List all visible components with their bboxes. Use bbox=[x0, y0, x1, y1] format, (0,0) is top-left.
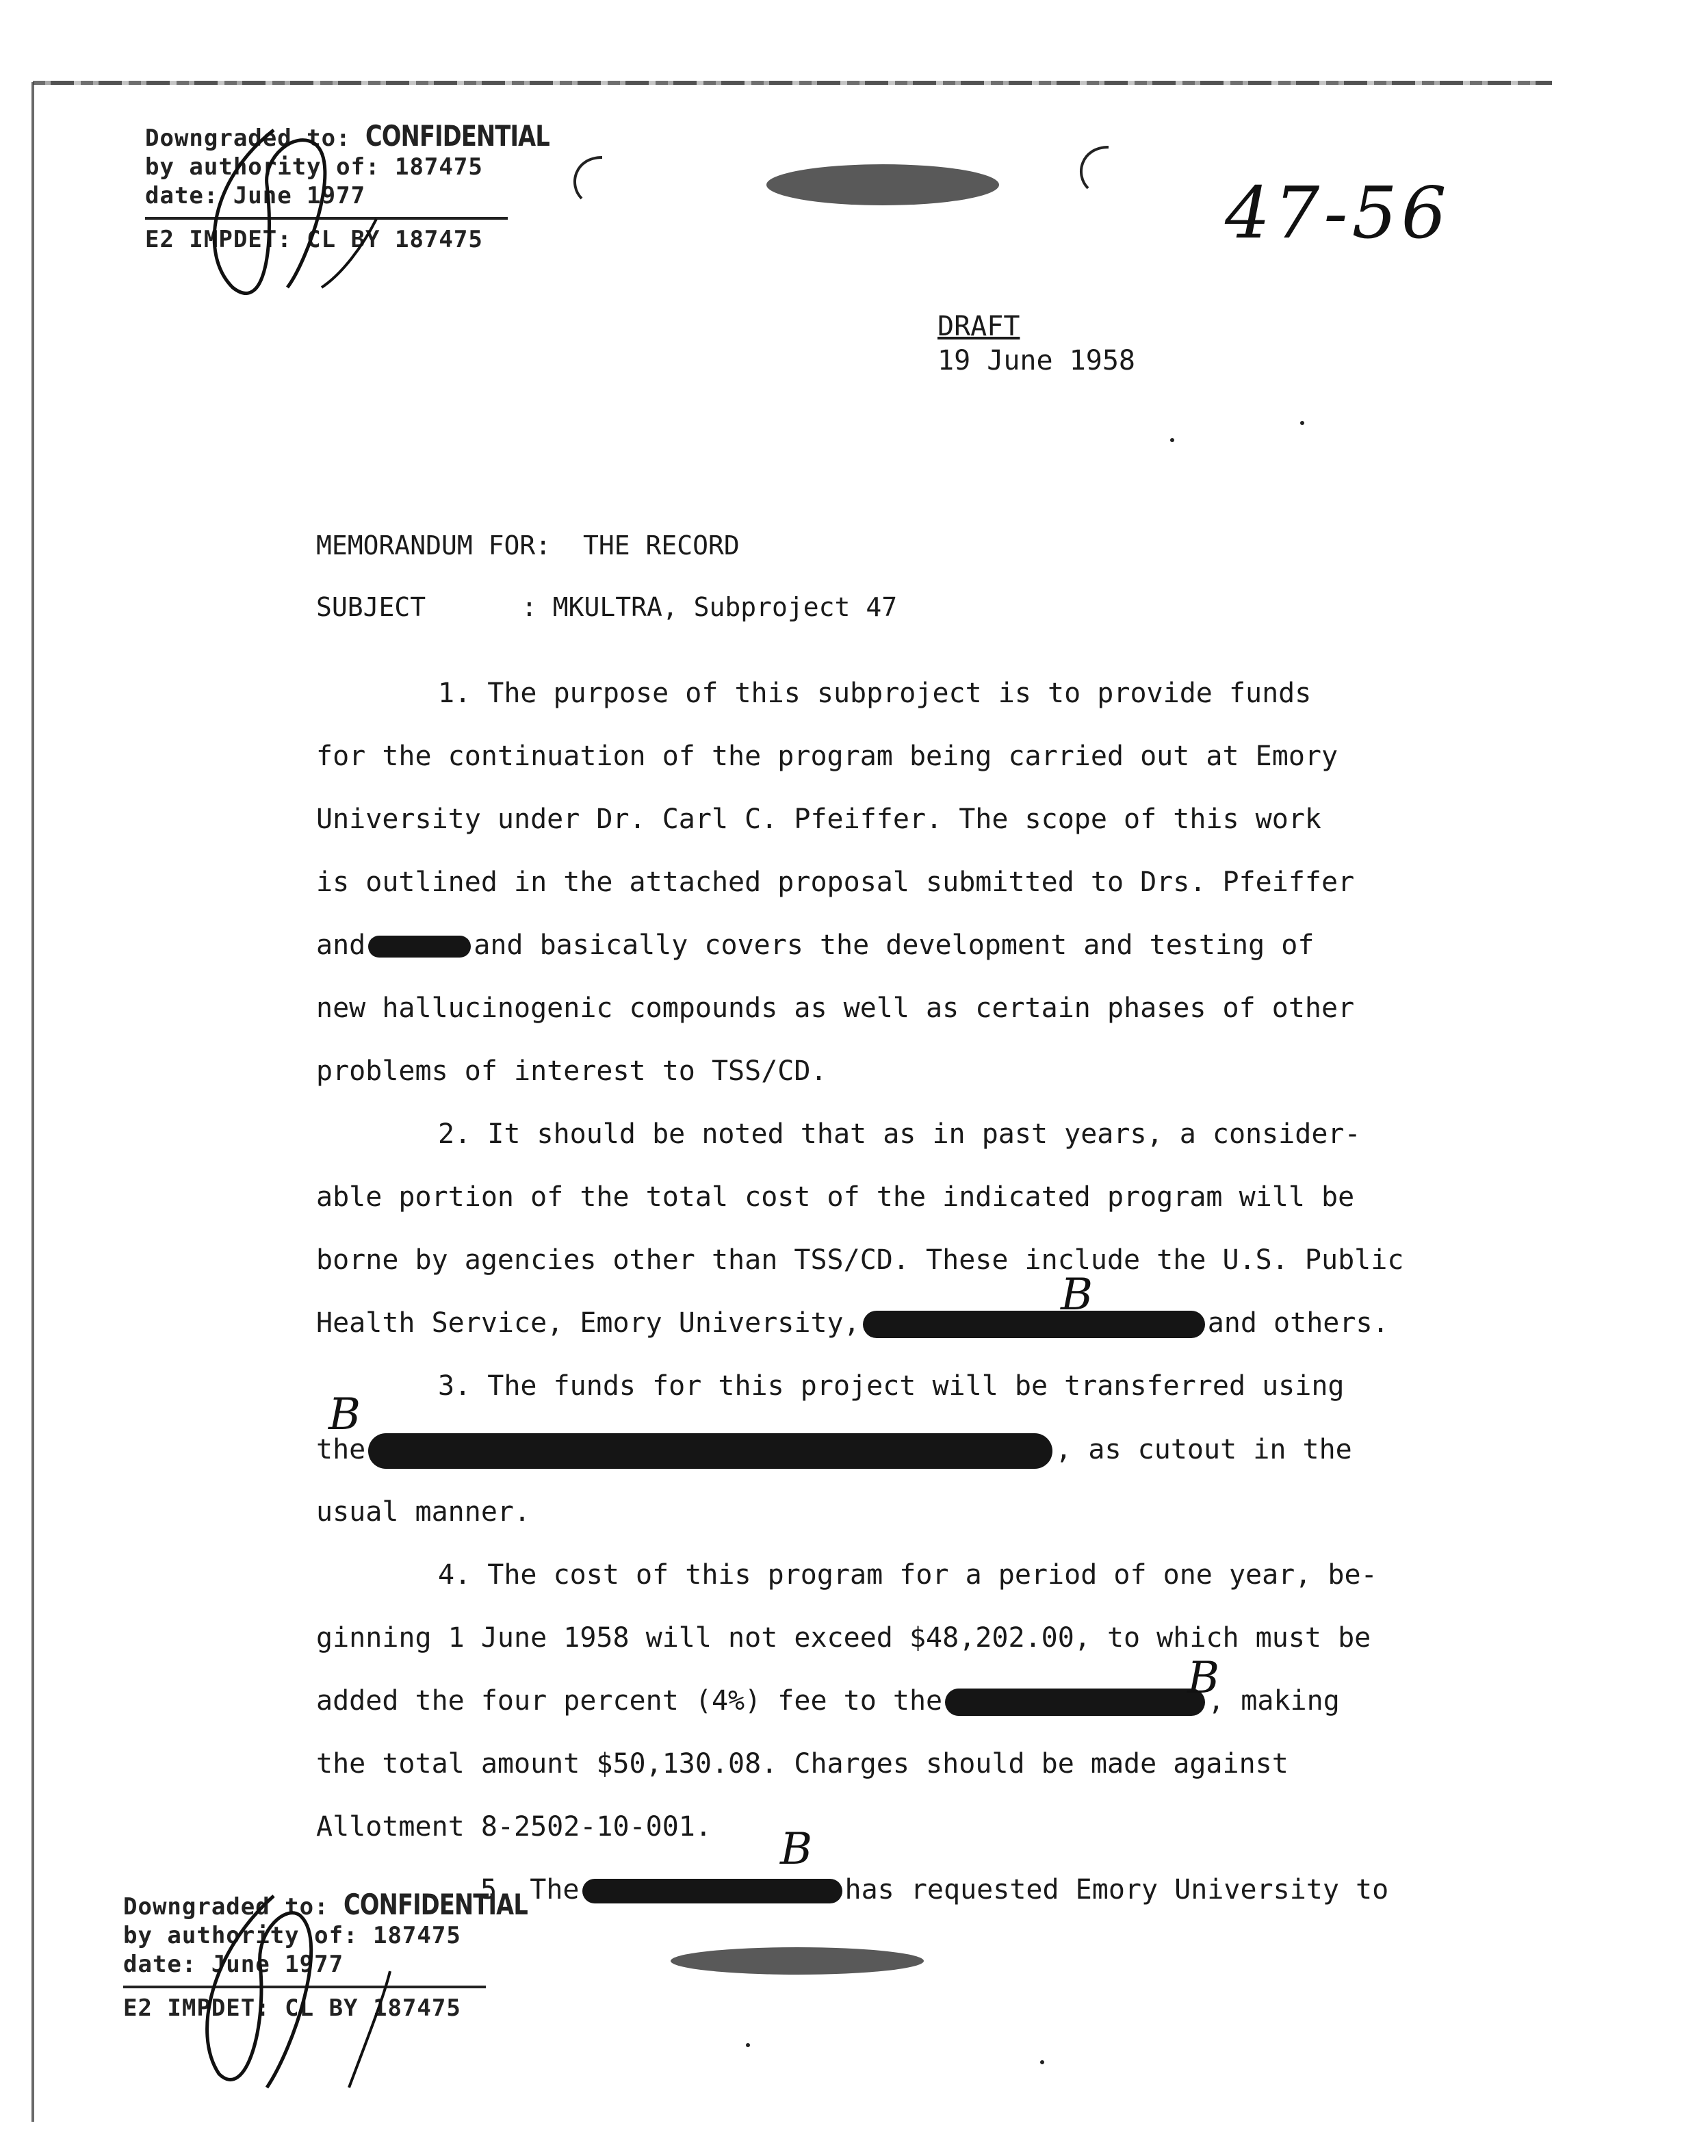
speck bbox=[1040, 2060, 1044, 2064]
body-line: 2. It should be noted that as in past years, a consider- bbox=[438, 1118, 1361, 1150]
body-text-fragment: the bbox=[316, 1434, 366, 1465]
handwritten-b-mark: B bbox=[1061, 1270, 1094, 1320]
memo-subject-value: : MKULTRA, Subproject 47 bbox=[521, 592, 898, 622]
body-text-fragment: Health Service, Emory University, bbox=[316, 1307, 860, 1339]
memo-for-row bbox=[316, 530, 740, 561]
stamp-date: date: June 1977 bbox=[123, 1951, 344, 1978]
body-line: able portion of the total cost of the indicated program will be bbox=[316, 1181, 1355, 1213]
stamp-downgraded-label: Downgraded to: bbox=[145, 125, 351, 152]
body-text-fragment: has requested Emory University to bbox=[844, 1874, 1389, 1905]
body-text-fragment: added the four percent (4%) fee to the bbox=[316, 1685, 943, 1717]
body-line: Allotment 8-2502-10-001. bbox=[316, 1811, 712, 1843]
draft-block bbox=[937, 309, 1135, 378]
handwritten-b-mark: B bbox=[780, 1824, 813, 1875]
redaction-block bbox=[368, 936, 471, 958]
speck bbox=[746, 2043, 750, 2047]
stamp-authority: by authority of: 187475 bbox=[145, 153, 483, 181]
handwritten-b-mark: B bbox=[1187, 1653, 1220, 1704]
body-line: the total amount $50,130.08. Charges should be made against bbox=[316, 1748, 1289, 1780]
body-text-fragment: and bbox=[316, 929, 366, 961]
speck bbox=[1170, 438, 1174, 442]
body-line: new hallucinogenic compounds as well as certain phases of other bbox=[316, 992, 1355, 1024]
body-text-fragment: and others. bbox=[1207, 1307, 1389, 1339]
redacted-header-mark bbox=[766, 164, 999, 205]
signature-scribble-bottom bbox=[164, 1882, 397, 2108]
body-line bbox=[316, 1307, 1389, 1339]
draft-date: 19 June 1958 bbox=[937, 345, 1135, 376]
redacted-footer-mark bbox=[671, 1947, 924, 1975]
body-line: for the continuation of the program being carried out at Emory bbox=[316, 741, 1338, 772]
body-text-fragment: , as cutout in the bbox=[1055, 1434, 1352, 1465]
body-line bbox=[480, 1874, 1388, 1905]
body-line: ginning 1 June 1958 will not exceed $48,202.00, to which must be bbox=[316, 1622, 1371, 1654]
page-top-edge bbox=[33, 81, 1552, 85]
body-line: 4. The cost of this program for a period of one year, be- bbox=[438, 1559, 1377, 1591]
memo-for-value: THE RECORD bbox=[583, 530, 740, 561]
body-line: usual manner. bbox=[316, 1496, 531, 1528]
memo-subject-label: SUBJECT bbox=[316, 592, 426, 622]
handwritten-b-mark: B bbox=[328, 1389, 361, 1440]
body-line: is outlined in the attached proposal submitted to Drs. Pfeiffer bbox=[316, 867, 1355, 898]
body-line bbox=[316, 929, 1314, 961]
redaction-block bbox=[582, 1879, 842, 1903]
signature-scribble-top bbox=[171, 116, 404, 322]
stamp-authority: by authority of: 187475 bbox=[123, 1922, 461, 1949]
body-line: 1. The purpose of this subproject is to provide funds bbox=[438, 678, 1312, 709]
stamp-declassify: E2 IMPDET: CL BY 187475 bbox=[123, 1994, 461, 2022]
body-text-fragment: 5. The bbox=[480, 1874, 580, 1905]
body-text-fragment: and basically covers the development and testing of bbox=[474, 929, 1315, 961]
stamp-classification: CONFIDENTIAL bbox=[344, 1888, 528, 1921]
handwritten-file-number: 47-56 bbox=[1225, 171, 1451, 255]
paren-mark-right bbox=[1068, 140, 1122, 195]
draft-label: DRAFT bbox=[937, 311, 1020, 342]
paren-mark-left bbox=[561, 151, 616, 205]
redaction-block bbox=[368, 1433, 1052, 1469]
body-line: borne by agencies other than TSS/CD. These include the U.S. Public bbox=[316, 1244, 1404, 1276]
body-line: problems of interest to TSS/CD. bbox=[316, 1055, 827, 1087]
stamp-downgraded-label: Downgraded to: bbox=[123, 1893, 329, 1921]
memo-for-label: MEMORANDUM FOR: bbox=[316, 530, 552, 561]
speck bbox=[1300, 421, 1304, 425]
page-left-edge bbox=[31, 82, 34, 2122]
redaction-block bbox=[863, 1311, 1205, 1338]
memo-subject-row bbox=[316, 592, 897, 622]
body-line bbox=[316, 1685, 1340, 1717]
body-line: 3. The funds for this project will be transferred using bbox=[438, 1370, 1345, 1402]
body-line: University under Dr. Carl C. Pfeiffer. The scope of this work bbox=[316, 804, 1322, 835]
stamp-classification: CONFIDENTIAL bbox=[365, 119, 550, 153]
body-text-fragment: , making bbox=[1208, 1685, 1340, 1717]
stamp-date: date: June 1977 bbox=[145, 182, 366, 209]
stamp-declassify: E2 IMPDET: CL BY 187475 bbox=[145, 226, 483, 253]
redaction-block bbox=[945, 1689, 1205, 1716]
body-line bbox=[316, 1433, 1352, 1469]
